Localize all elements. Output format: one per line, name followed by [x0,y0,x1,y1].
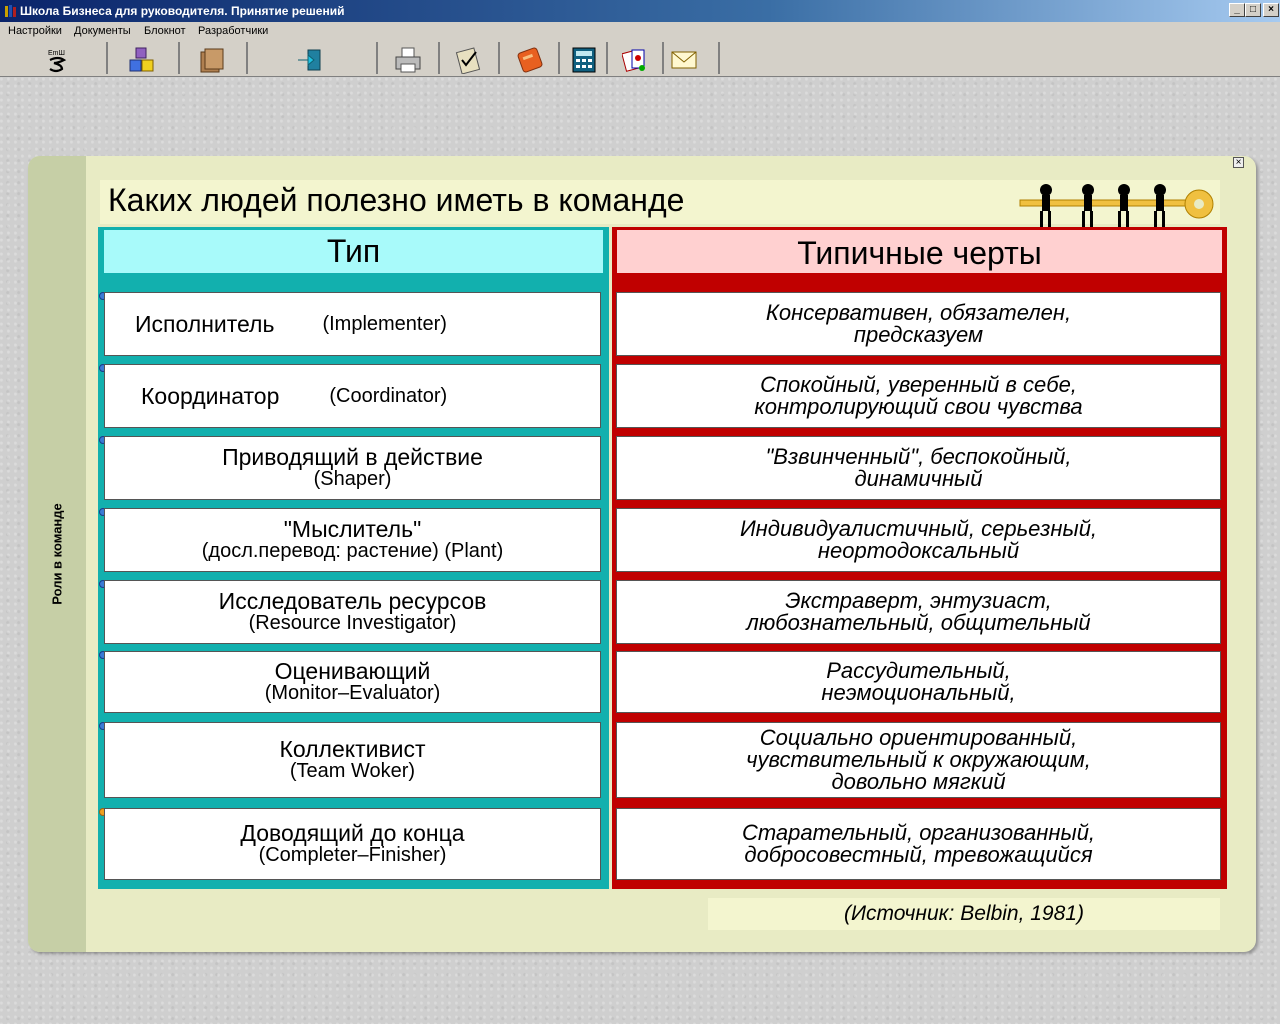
traits-shaper [616,436,1221,500]
menu-notepad[interactable]: Блокнот [144,25,186,37]
traits-line: неэмоциональный, [821,680,1016,705]
traits-line: чувствительный к окружающим, [746,747,1091,772]
book-icon [516,46,544,74]
traits-line: Консервативен, обязателен, [765,300,1072,325]
role-name: Приводящий в действие [222,444,483,470]
content-panel [28,156,1256,952]
window-title: Школа Бизнеса для руководителя. Принятие решений [20,4,345,18]
toolbar-calculator-button[interactable] [560,42,608,74]
role-english-name: (Monitor–Evaluator) [264,682,441,704]
toolbar-modules-button[interactable] [108,42,180,74]
cards-icon [622,46,650,74]
traits-line: контролирующий свои чувства [754,394,1083,419]
role-english-name: (Resource Investigator) [248,612,457,634]
traits-monitor-evaluator [616,651,1221,713]
role-name: Доводящий до конца [240,820,465,846]
traits-line: добросовестный, тревожащийся [744,842,1093,867]
toolbar-games-button[interactable] [608,42,664,74]
traits-line: Индивидуалистичный, серьезный, [739,516,1098,541]
page-title: Каких людей полезно иметь в команде [108,182,685,218]
minimize-button[interactable]: _ [1229,3,1245,17]
role-english-name: (Coordinator) [329,385,448,407]
role-name: Координатор [141,383,280,409]
role-resource-investigator[interactable] [104,580,601,644]
traits-plant [616,508,1221,572]
folders-icon [198,46,226,74]
role-team-worker[interactable] [104,722,601,798]
sidebar-label: Роли в команде [49,503,65,605]
toolbar-exit-button[interactable] [248,42,378,74]
menu-settings[interactable]: Настройки [8,25,62,37]
role-completer-finisher[interactable] [104,808,601,880]
type-column-header: Тип [104,230,603,273]
role-monitor-evaluator[interactable] [104,651,601,713]
role-coordinator[interactable] [104,364,601,428]
traits-line: Рассудительный, [826,658,1011,683]
source-citation: (Источник: Belbin, 1981) [708,898,1220,930]
calculator-icon [570,46,598,74]
role-plant[interactable] [104,508,601,572]
toolbar-home-button[interactable] [4,42,108,74]
traits-implementer [616,292,1221,356]
logo-icon [44,46,72,74]
traits-line: неортодоксальный [817,538,1020,563]
role-english-name: (Completer–Finisher) [258,844,447,866]
traits-line: динамичный [854,466,983,491]
role-english-name: (Team Woker) [289,760,416,782]
app-books-icon [4,4,18,18]
traits-resource-investigator [616,580,1221,644]
panel-close-button[interactable]: × [1233,157,1244,168]
role-english-name: (Implementer) [322,313,447,335]
toolbar-archive-button[interactable] [180,42,248,74]
traits-line: любознательный, общительный [746,610,1091,635]
printer-icon [394,46,422,74]
role-english-name: (Shaper) [313,468,392,490]
menu-developers[interactable]: Разработчики [198,25,269,37]
role-name: Коллективист [279,736,426,762]
blocks-icon [128,46,156,74]
traits-completer-finisher [616,808,1221,880]
maximize-button[interactable]: □ [1245,3,1261,17]
traits-line: "Взвинченный", беспокойный, [765,444,1072,469]
traits-team-worker [616,722,1221,798]
traits-line: Старательный, организованный, [741,820,1096,845]
traits-line: довольно мягкий [831,769,1006,794]
traits-line: Спокойный, уверенный в себе, [760,372,1077,397]
toolbar-notes-button[interactable] [440,42,500,74]
toolbar-mail-button[interactable] [664,42,720,74]
menu-bar [0,22,1280,40]
role-english-name: (досл.перевод: растение) (Plant) [201,540,504,562]
traits-line: Экстраверт, энтузиаст, [785,588,1052,613]
role-name: Оценивающий [274,658,431,684]
traits-coordinator [616,364,1221,428]
traits-column-header: Типичные черты [617,230,1222,273]
role-name: Исследователь ресурсов [218,588,487,614]
mail-icon [670,46,698,74]
traits-line: предсказуем [853,322,984,347]
title-bar [0,0,1280,22]
exit-icon [296,46,324,74]
role-shaper[interactable] [104,436,601,500]
sidebar [28,156,86,952]
traits-line: Социально ориентированный, [759,725,1078,750]
clipboard-icon [454,46,482,74]
menu-documents[interactable]: Документы [74,25,131,37]
toolbar-book-button[interactable] [500,42,560,74]
svg-text:ЕmШ: ЕmШ [48,50,65,57]
role-implementer[interactable] [104,292,601,356]
role-name: Исполнитель [135,311,275,337]
role-name: "Мыслитель" [283,516,422,542]
close-button[interactable]: × [1263,3,1279,17]
toolbar-print-button[interactable] [378,42,440,74]
toolbar [0,40,1280,77]
